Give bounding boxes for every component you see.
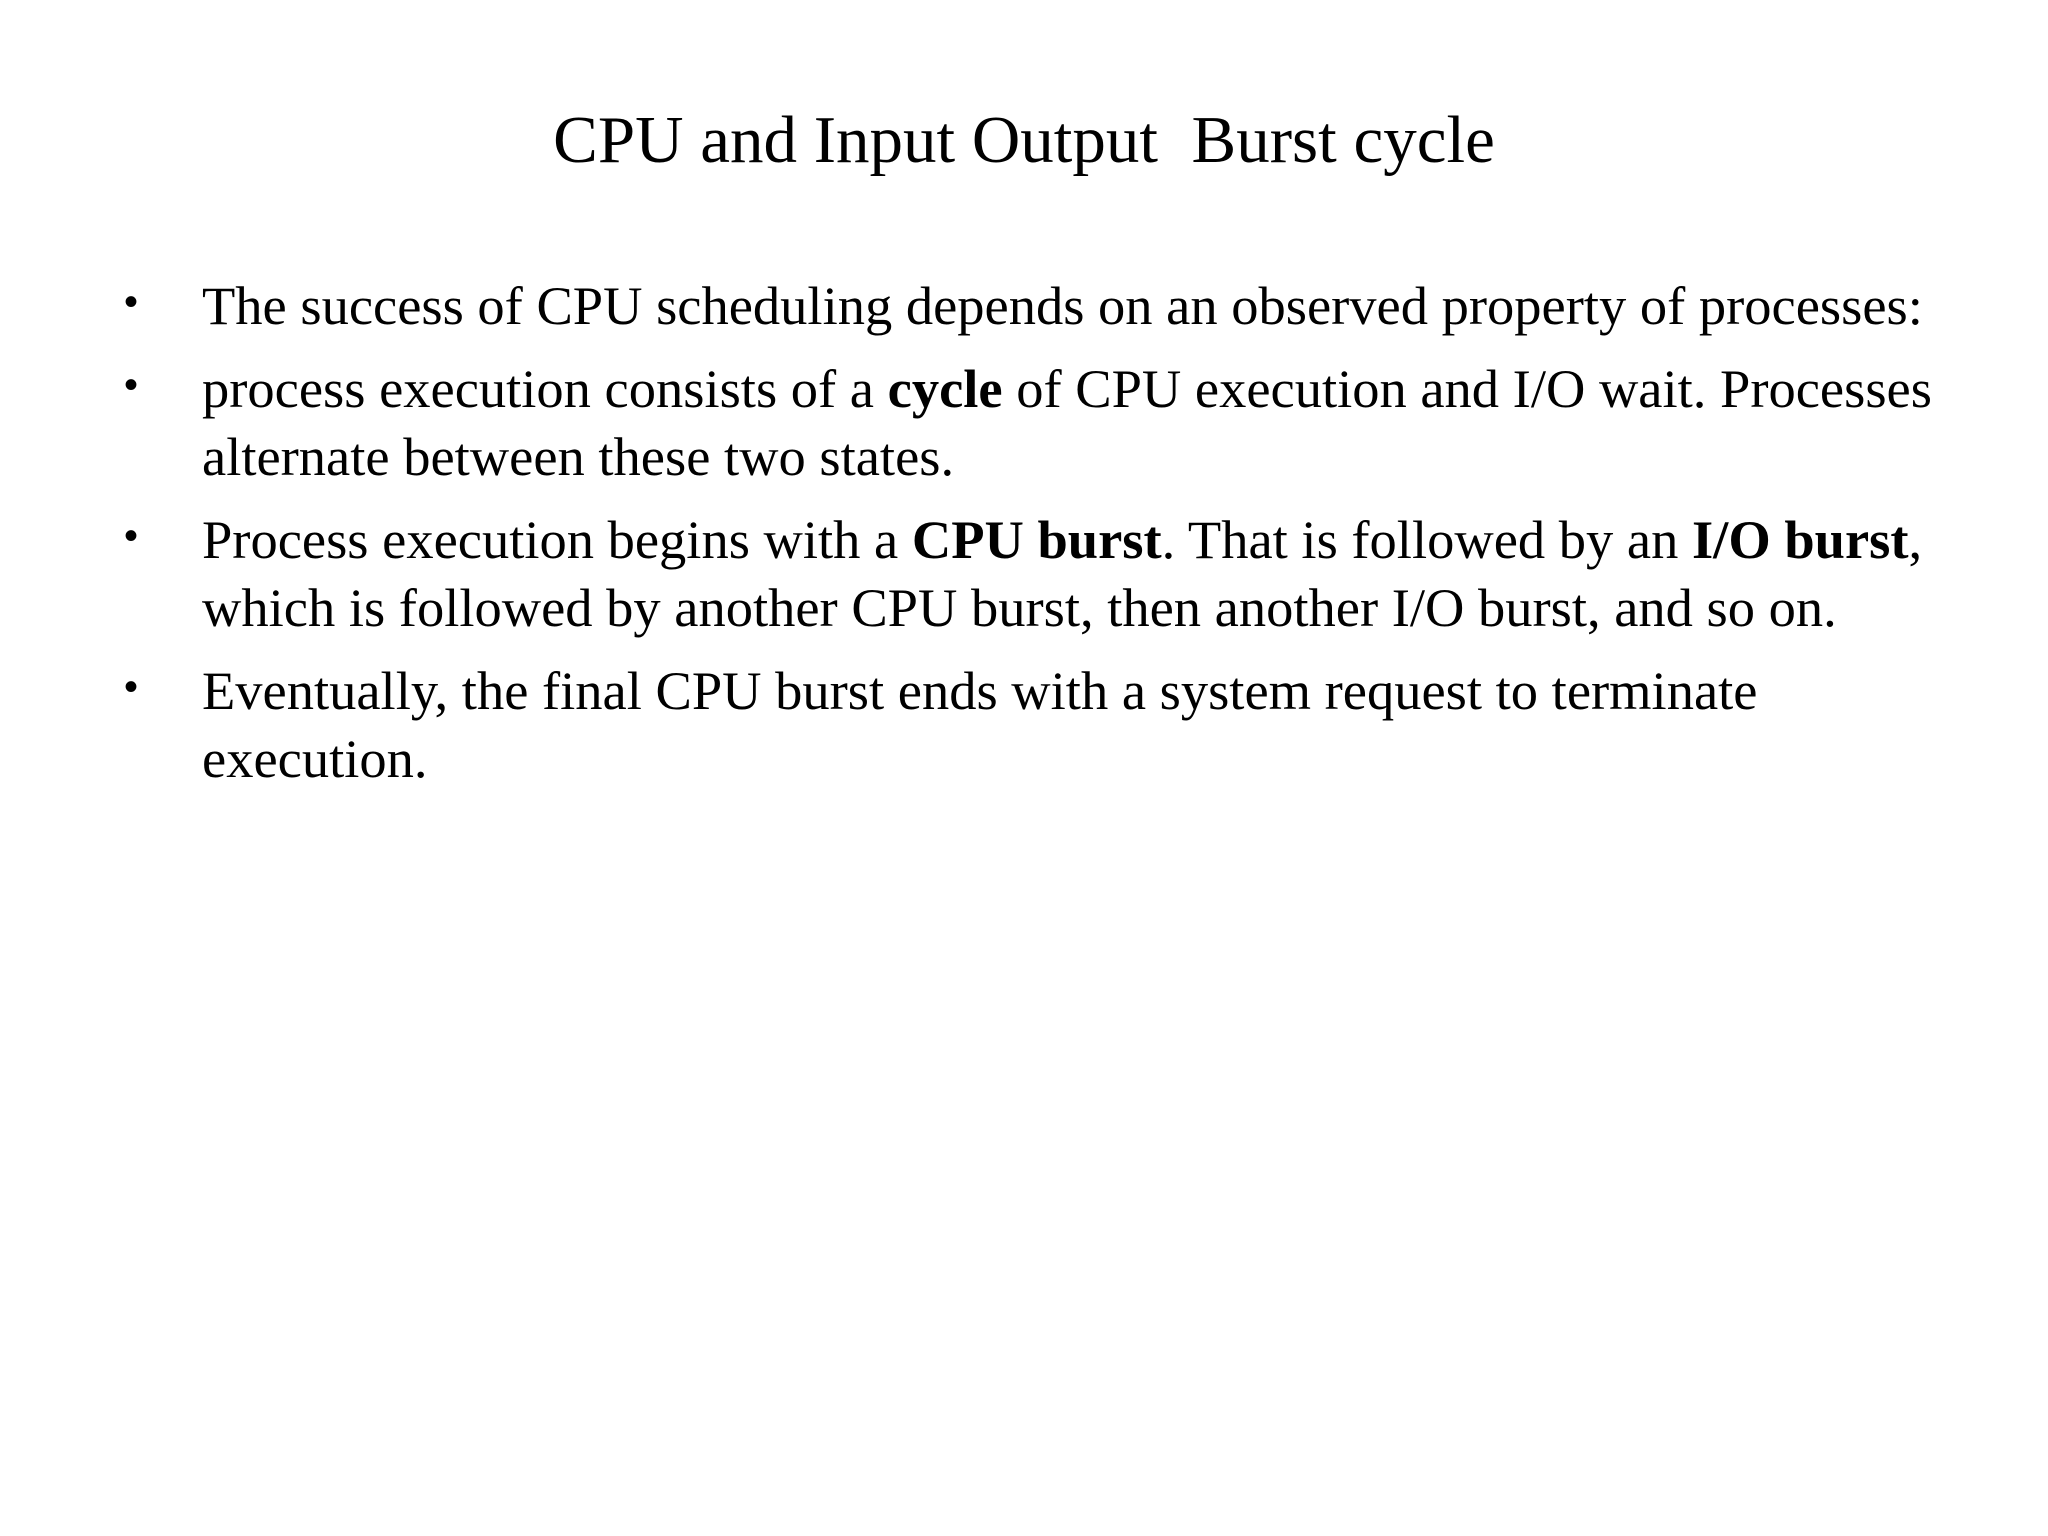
bullet-text: Process execution begins with a — [202, 509, 912, 570]
slide-title: CPU and Input Output Burst cycle — [553, 103, 1495, 177]
bullet-icon: • — [124, 363, 139, 407]
bold-term-cycle: cycle — [887, 358, 1003, 419]
bullet-item — [120, 506, 1980, 642]
bullet-icon: • — [124, 665, 139, 709]
bullet-text: Eventually, the final CPU burst ends with a system request to terminate execution. — [202, 660, 1758, 789]
bullet-text: . That is followed by an — [1161, 509, 1692, 570]
bullet-text: The success of CPU scheduling depends on an observed property of processes: — [202, 275, 1923, 336]
bold-term-io-burst: I/O burst — [1691, 509, 1909, 570]
bullet-list — [120, 272, 1980, 808]
bold-term-cpu-burst: CPU burst — [911, 509, 1162, 570]
bullet-item — [120, 657, 1980, 793]
bullet-icon: • — [124, 280, 139, 324]
bullet-text: process execution consists of a — [202, 358, 888, 419]
bullet-item — [120, 272, 1980, 340]
bullet-text: of CPU execution and I/O wait. Processes alternate between these two states. — [202, 358, 1932, 487]
bullet-item — [120, 355, 1980, 491]
bullet-icon: • — [124, 514, 139, 558]
bullet-text: , which is followed by another CPU burst, then another I/O burst, and so on. — [202, 509, 1923, 638]
